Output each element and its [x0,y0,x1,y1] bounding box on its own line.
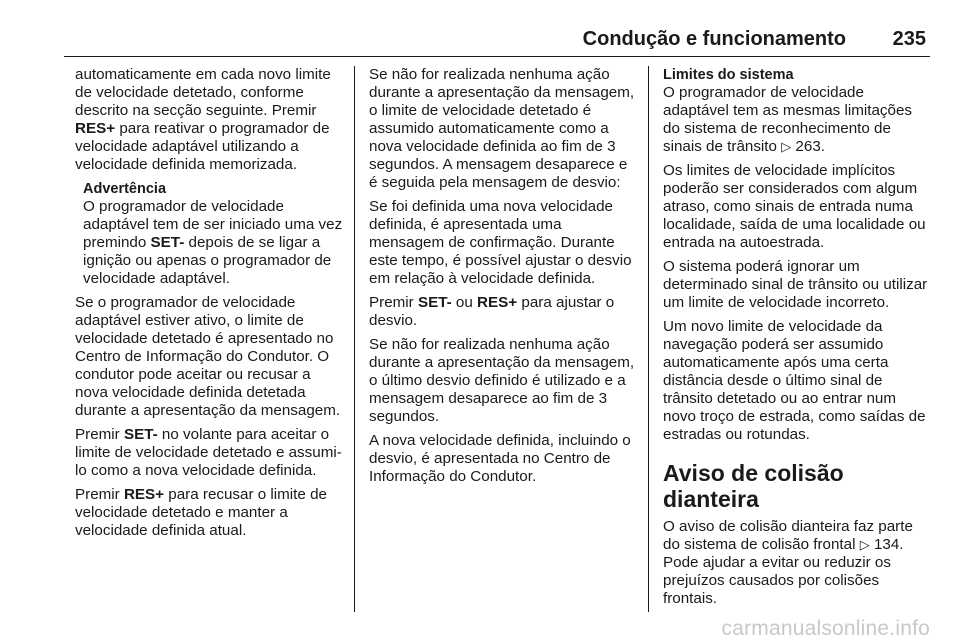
paragraph: Se o programador de velocidade adaptável estiver ativo, o limite de velocidade detetado é apresentado no Centro de Informação do Condutor. O condutor pode aceitar ou recusar a nova velocidade definida detetada durante a apresentação da mensagem. [75,294,341,419]
page-reference-icon: ▷ [781,139,792,154]
warning-text: O programador de velocidade adaptável tem de ser iniciado uma vez premindo SET- depois de se ligar a ignição ou apenas o programador de velocidade adaptável. [83,198,343,287]
set-minus-label: SET- [150,234,185,251]
paragraph: O sistema poderá ignorar um determinado sinal de trânsito ou utilizar um limite de velocidade incorreto. [663,258,928,311]
paragraph: A nova velocidade definida, incluindo o desvio, é apresentada no Centro de Informação do Condutor. [369,432,631,485]
column-divider-1 [354,66,355,612]
page-reference-icon: ▷ [859,537,870,552]
page-reference-link[interactable]: 263. [795,138,825,155]
set-minus-label: SET- [417,294,452,311]
paragraph: automaticamente em cada novo limite de velocidade detetado, conforme descrito na secção seguinte. Premir RES+ para reativar o programador de velocidade adaptável utilizando a velocidade definida memorizada. [75,66,331,173]
paragraph: Os limites de velocidade implícitos poderão ser considerados com algum atraso, como sinais de entrada numa localidade, saída de uma localidade ou entrada na autoestrada. [663,162,926,251]
paragraph: O aviso de colisão dianteira faz parte do sistema de colisão frontal ▷ 134. Pode ajudar a evitar ou reduzir os prejuízos causados por colisões frontais. [663,518,913,607]
watermark: carmanualsonline.info [721,617,930,640]
column-middle [369,66,635,486]
system-limits-heading: Limites do sistema [663,67,794,83]
page-number: 235 [892,28,926,50]
page-reference-link[interactable]: 134. [873,536,904,553]
paragraph: Premir SET- no volante para aceitar o limite de velocidade detetado e assumi-lo como a nova velocidade definida. [75,426,342,479]
warning-note [75,180,343,288]
warning-title: Advertência [83,181,167,197]
column-left [75,66,343,540]
res-plus-label: RES+ [123,486,165,503]
column-divider-2 [648,66,649,612]
paragraph: Se foi definida uma nova velocidade definida, é apresentada uma mensagem de confirmação. Durante este tempo, é possível ajustar o desvio em relação à velocidade definida. [369,198,632,287]
page-header [64,26,930,57]
paragraph: O programador de velocidade adaptável tem as mesmas limitações do sistema de reconhecimento de sinais de trânsito ▷ 263. [663,84,913,155]
paragraph: Se não for realizada nenhuma ação durante a apresentação da mensagem, o limite de velocidade detetado é assumido automaticamente como a nova velocidade definida ao fim de 3 segundos. A mensagem desaparece e é seguida pela mensagem de desvio: [369,66,635,191]
res-plus-label: RES+ [75,120,116,137]
section-heading: Aviso de colisão dianteira [663,460,844,512]
paragraph: Premir RES+ para recusar o limite de velocidade detetado e manter a velocidade definida atual. [75,486,327,539]
set-minus-label: SET- [123,426,158,443]
paragraph: Um novo limite de velocidade da navegação poderá ser assumido automaticamente após uma certa distância desde o último sinal de trânsito detetado ou ao entrar num novo troço de estrada, como saídas de estradas ou rotundas. [663,318,926,443]
column-right [663,66,931,608]
paragraph: Se não for realizada nenhuma ação durante a apresentação da mensagem, o último desvio definido é utilizado e a mensagem desaparece ao fim de 3 segundos. [369,336,635,425]
paragraph: Premir SET- ou RES+ para ajustar o desvio. [369,294,615,329]
res-plus-label: RES+ [477,294,518,311]
chapter-title: Condução e funcionamento [582,28,846,50]
